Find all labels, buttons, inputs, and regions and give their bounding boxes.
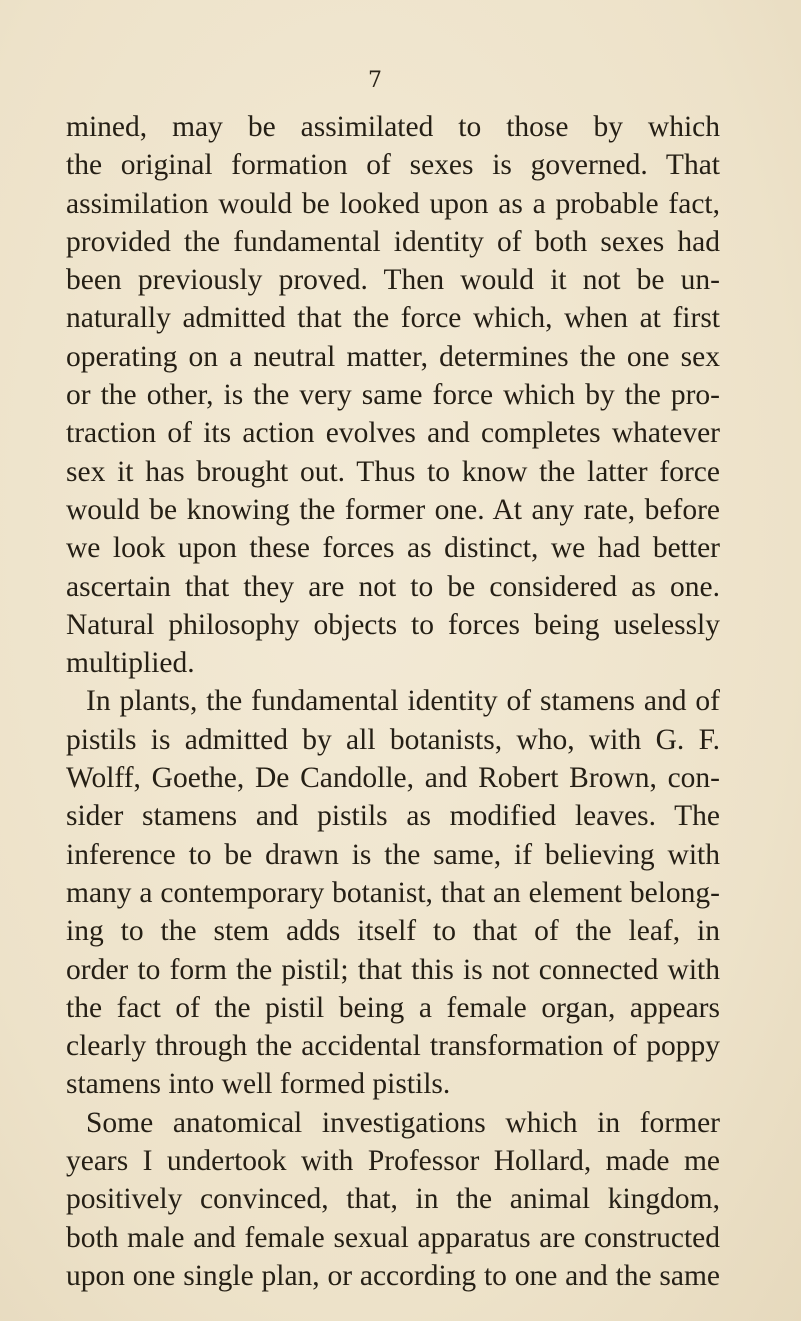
text-line: order to form the pistil; that this is not connected with bbox=[66, 953, 720, 986]
text-line: many a contemporary botanist, that an element belong- bbox=[66, 876, 720, 909]
text-line: inference to be drawn is the same, if believing with bbox=[66, 838, 720, 871]
text-line: Natural philosophy objects to forces being uselessly bbox=[66, 608, 720, 641]
text-line: been previously proved. Then would it not be un- bbox=[66, 264, 720, 297]
text-line: Wolff, Goethe, De Candolle, and Robert Brown, con- bbox=[66, 762, 720, 795]
text-line: sider stamens and pistils as modified leaves. The bbox=[66, 800, 720, 833]
text-line: the original formation of sexes is governed. That bbox=[66, 149, 720, 182]
text-line: would be knowing the former one. At any rate, before bbox=[66, 493, 720, 526]
text-line: operating on a neutral matter, determines the one sex bbox=[66, 340, 720, 373]
text-line: we look upon these forces as distinct, we had better bbox=[66, 532, 720, 565]
text-line: or the other, is the very same force which by the pro- bbox=[66, 379, 720, 412]
text-line: multiplied. bbox=[66, 647, 195, 680]
text-line: clearly through the accidental transformation of poppy bbox=[66, 1030, 720, 1063]
text-line: stamens into well formed pistils. bbox=[66, 1068, 451, 1101]
page-number: 7 bbox=[368, 68, 382, 93]
text-line: assimilation would be looked upon as a probable fact, bbox=[66, 187, 720, 220]
text-line: positively convinced, that, in the animal kingdom, bbox=[66, 1183, 720, 1216]
text-line: provided the fundamental identity of both sexes had bbox=[66, 225, 720, 258]
text-line: years I undertook with Professor Hollard, made me bbox=[66, 1145, 720, 1178]
text-line: naturally admitted that the force which, when at first bbox=[66, 302, 720, 335]
text-line: In plants, the fundamental identity of stamens and of bbox=[86, 685, 720, 718]
text-line: traction of its action evolves and completes whatever bbox=[66, 417, 720, 450]
text-line: upon one single plan, or according to one and the same bbox=[66, 1259, 720, 1292]
text-line: both male and female sexual apparatus are constructed bbox=[66, 1221, 720, 1254]
text-line: sex it has brought out. Thus to know the latter force bbox=[66, 455, 720, 488]
text-line: ascertain that they are not to be considered as one. bbox=[66, 570, 720, 603]
text-line: ing to the stem adds itself to that of the leaf, in bbox=[66, 915, 720, 948]
text-line: mined, may be assimilated to those by which bbox=[66, 111, 720, 143]
body-text bbox=[66, 108, 720, 1295]
text-line: pistils is admitted by all botanists, who, with G. F. bbox=[66, 723, 720, 756]
text-line: the fact of the pistil being a female organ, appears bbox=[66, 991, 720, 1024]
text-line: Some anatomical investigations which in former bbox=[86, 1106, 720, 1139]
